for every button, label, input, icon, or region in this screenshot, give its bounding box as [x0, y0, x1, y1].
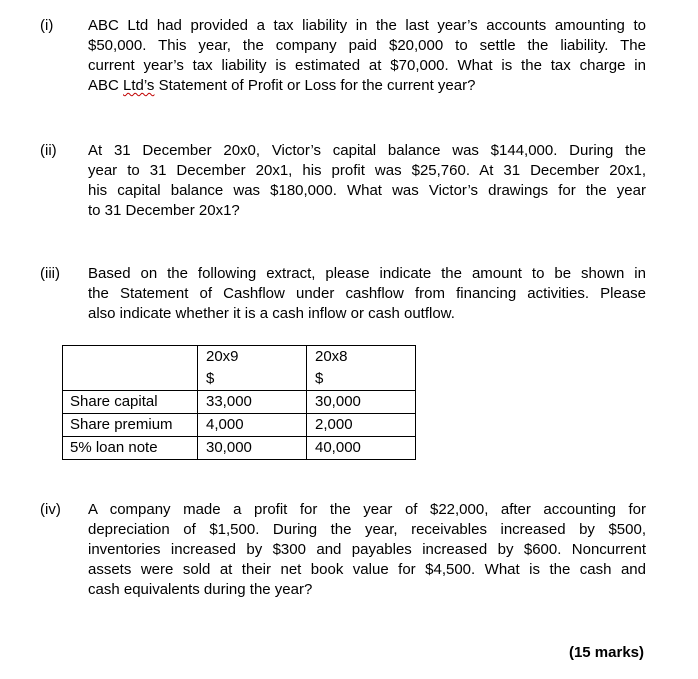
question-text-iii	[88, 264, 646, 324]
spellcheck-flagged-word: Ltd’s	[123, 77, 155, 94]
table-header-cell	[63, 346, 198, 369]
question-line	[88, 76, 646, 96]
table-cell-20x9: 4,000	[198, 414, 307, 437]
table-cell-20x8: 40,000	[307, 437, 416, 460]
question-line: his capital balance was $180,000. What was Victor’s drawings for the year	[88, 182, 646, 199]
table-row	[63, 437, 416, 460]
question-line: Based on the following extract, please indicate the amount to be shown in	[88, 265, 646, 282]
table-row-label: Share premium	[63, 414, 198, 437]
table-header-cell: 20x9	[198, 346, 307, 369]
question-text-iv	[88, 500, 646, 600]
table-header-cell: 20x8	[307, 346, 416, 369]
question-line: A company made a profit for the year of $22,000, after accounting for	[88, 501, 646, 518]
table-currency-row	[63, 368, 416, 391]
question-line: depreciation of $1,500. During the year, receivables increased by $500,	[88, 521, 646, 538]
table-row	[63, 391, 416, 414]
question-line: year to 31 December 20x1, his profit was $25,760. At 31 December 20x1,	[88, 162, 646, 179]
question-line-fragment: ABC	[88, 77, 124, 94]
question-number-i: (i)	[40, 17, 54, 34]
question-line: ABC Ltd had provided a tax liability in the last year’s accounts amounting to	[88, 17, 646, 34]
table-currency-cell: $	[198, 368, 307, 391]
table-cell-20x8: 2,000	[307, 414, 416, 437]
table-header-row	[63, 346, 416, 369]
table-cell-20x8: 30,000	[307, 391, 416, 414]
table-cell-20x9: 30,000	[198, 437, 307, 460]
financing-extract-table	[62, 345, 416, 460]
question-line: cash equivalents during the year?	[88, 581, 313, 598]
question-line: to 31 December 20x1?	[88, 202, 240, 219]
question-line: current year’s tax liability is estimated at $70,000. What is the tax charge in	[88, 57, 646, 74]
question-text-ii	[88, 141, 646, 221]
question-line: inventories increased by $300 and payables increased by $600. Noncurrent	[88, 541, 646, 558]
total-marks: (15 marks)	[568, 644, 644, 661]
table-currency-cell: $	[307, 368, 416, 391]
question-line: assets were sold at their net book value for $4,500. What is the cash and	[88, 561, 646, 578]
question-number-ii: (ii)	[40, 142, 57, 159]
question-line-fragment: Statement of Profit or Loss for the current year?	[154, 77, 476, 94]
table-cell-20x9: 33,000	[198, 391, 307, 414]
question-number-iv: (iv)	[40, 501, 61, 518]
question-text-i	[88, 16, 646, 96]
question-line: also indicate whether it is a cash inflow or cash outflow.	[88, 305, 455, 322]
table-currency-cell	[63, 368, 198, 391]
table-row-label: 5% loan note	[63, 437, 198, 460]
table-row	[63, 414, 416, 437]
question-number-iii: (iii)	[40, 265, 60, 282]
table-row-label: Share capital	[63, 391, 198, 414]
question-line: At 31 December 20x0, Victor’s capital balance was $144,000. During the	[88, 142, 646, 159]
question-line: $50,000. This year, the company paid $20,000 to settle the liability. The	[88, 37, 646, 54]
question-line: the Statement of Cashflow under cashflow from financing activities. Please	[88, 285, 646, 302]
